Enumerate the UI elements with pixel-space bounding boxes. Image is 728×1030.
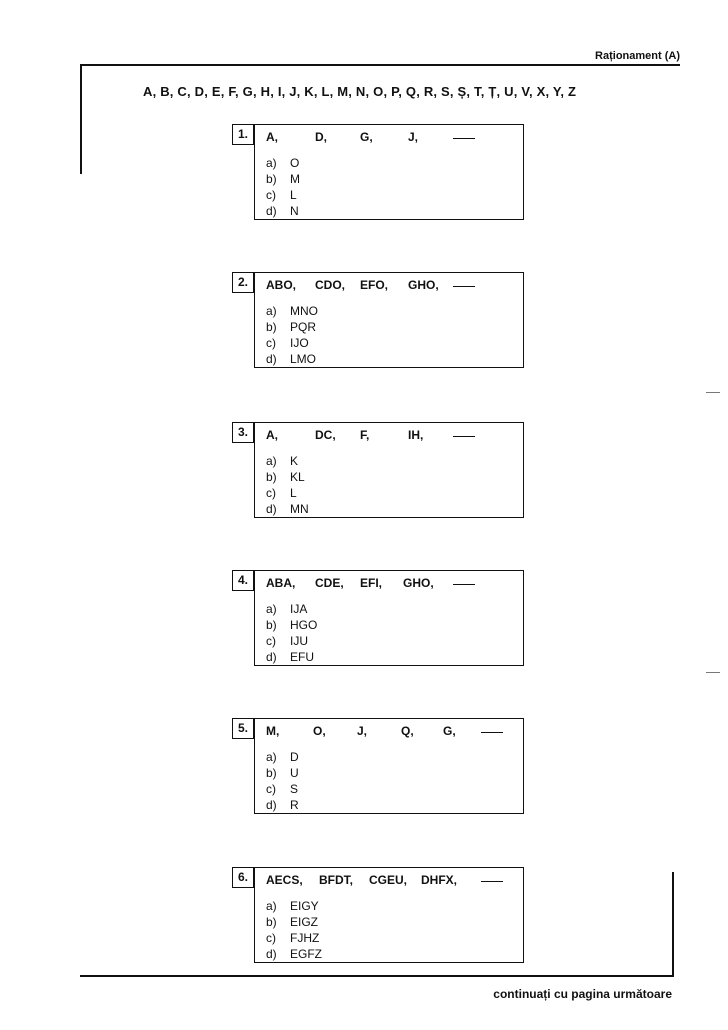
option-b[interactable]: b) KL <box>266 470 305 484</box>
options-list <box>266 155 300 219</box>
question-number: 1. <box>232 124 254 145</box>
sequence-term: F, <box>360 428 370 442</box>
sequence-term: A, <box>266 130 278 144</box>
option-c[interactable]: c) L <box>266 188 297 202</box>
question-1 <box>232 124 524 220</box>
question-5 <box>232 718 524 814</box>
option-b[interactable]: b) HGO <box>266 618 318 632</box>
sequence-term: M, <box>266 724 280 738</box>
page-header-title: Raționament (A) <box>595 50 680 62</box>
sequence-term: J, <box>357 724 368 738</box>
question-box <box>254 718 524 814</box>
answer-blank <box>453 584 475 585</box>
footer-rule <box>80 975 674 977</box>
question-3 <box>232 422 524 518</box>
sequence-term: O, <box>313 724 326 738</box>
scan-mark <box>706 392 720 393</box>
question-2 <box>232 272 524 368</box>
sequence-term: CDO, <box>315 278 345 292</box>
sequence-term: ABA, <box>266 576 296 590</box>
option-a[interactable]: a) D <box>266 750 299 764</box>
question-6 <box>232 867 524 963</box>
sequence-term: DHFX, <box>421 873 457 887</box>
left-margin-rule <box>80 64 82 174</box>
sequence-term: A, <box>266 428 278 442</box>
sequence-term: IH, <box>408 428 424 442</box>
sequence-term: J, <box>408 130 419 144</box>
option-d[interactable]: d) EFU <box>266 650 314 664</box>
sequence-term: EFI, <box>360 576 383 590</box>
question-4 <box>232 570 524 666</box>
answer-blank <box>481 732 503 733</box>
option-c[interactable]: c) IJU <box>266 634 308 648</box>
question-box <box>254 272 524 368</box>
answer-blank <box>453 138 475 139</box>
sequence-term: CDE, <box>315 576 344 590</box>
option-b[interactable]: b) EIGZ <box>266 915 319 929</box>
sequence-term: D, <box>315 130 327 144</box>
option-c[interactable]: c) FJHZ <box>266 931 320 945</box>
options-list <box>266 898 322 962</box>
option-d[interactable]: d) N <box>266 204 299 218</box>
sequence-term: EFO, <box>360 278 389 292</box>
sequence-term: G, <box>360 130 373 144</box>
question-box <box>254 867 524 963</box>
right-margin-rule <box>672 872 674 976</box>
option-a[interactable]: a) MNO <box>266 304 318 318</box>
options-list <box>266 453 309 517</box>
option-d[interactable]: d) LMO <box>266 352 317 366</box>
sequence-term: GHO, <box>403 576 434 590</box>
option-b[interactable]: b) M <box>266 172 300 186</box>
question-box <box>254 124 524 220</box>
sequence-term: G, <box>443 724 456 738</box>
option-d[interactable]: d) EGFZ <box>266 947 322 961</box>
option-c[interactable]: c) IJO <box>266 336 309 350</box>
scan-mark <box>706 672 720 673</box>
question-number: 6. <box>232 867 254 888</box>
sequence-term: DC, <box>315 428 336 442</box>
sequence-term: AECS, <box>266 873 303 887</box>
header-rule <box>80 64 680 66</box>
option-d[interactable]: d) R <box>266 798 299 812</box>
continue-note: continuați cu pagina următoare <box>493 987 672 1001</box>
option-b[interactable]: b) U <box>266 766 299 780</box>
answer-blank <box>481 881 503 882</box>
sequence-term: CGEU, <box>369 873 408 887</box>
option-b[interactable]: b) PQR <box>266 320 317 334</box>
option-c[interactable]: c) S <box>266 782 299 796</box>
option-a[interactable]: a) EIGY <box>266 899 319 913</box>
answer-blank <box>453 286 475 287</box>
options-list <box>266 749 299 813</box>
sequence-term: GHO, <box>408 278 439 292</box>
question-box <box>254 422 524 518</box>
question-box <box>254 570 524 666</box>
question-number: 3. <box>232 422 254 443</box>
option-a[interactable]: a) K <box>266 454 299 468</box>
sequence-term: BFDT, <box>319 873 353 887</box>
sequence-term: ABO, <box>266 278 296 292</box>
sequence-term: Q, <box>401 724 414 738</box>
alphabet-reference: A, B, C, D, E, F, G, H, I, J, K, L, M, N, O, P, Q, R, S, Ș, T, Ț, U, V, X, Y, Z <box>143 84 577 99</box>
question-number: 5. <box>232 718 254 739</box>
question-number: 2. <box>232 272 254 293</box>
options-list <box>266 303 318 367</box>
options-list <box>266 601 317 665</box>
question-number: 4. <box>232 570 254 591</box>
option-a[interactable]: a) O <box>266 156 300 170</box>
option-d[interactable]: d) MN <box>266 502 309 516</box>
option-c[interactable]: c) L <box>266 486 297 500</box>
option-a[interactable]: a) IJA <box>266 602 308 616</box>
answer-blank <box>453 436 475 437</box>
